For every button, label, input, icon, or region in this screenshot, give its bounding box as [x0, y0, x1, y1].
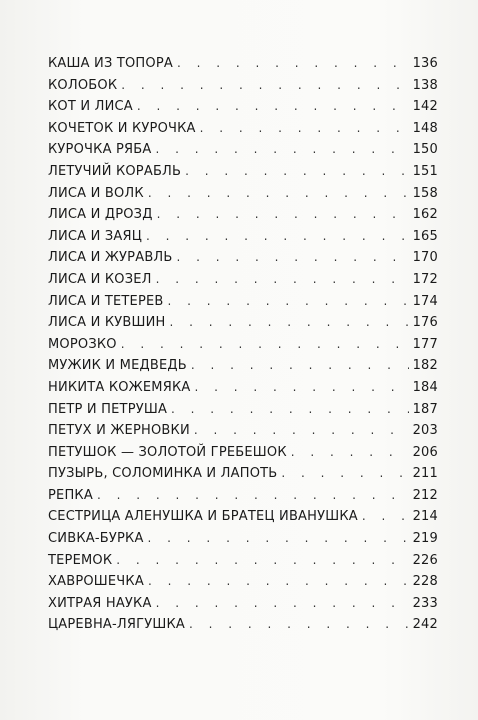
leader-dots: [200, 121, 409, 135]
leader-dots: [97, 488, 409, 502]
toc-entry: [48, 99, 438, 121]
toc-entry-title: КОЛОБОК: [48, 77, 118, 93]
toc-entry-page: 211: [412, 466, 438, 482]
toc-entry-title: ХИТРАЯ НАУКА: [48, 595, 152, 611]
toc-entry-page: 165: [412, 228, 438, 244]
toc-entry-title: ТЕРЕМОК: [48, 552, 113, 568]
leader-dots: [177, 56, 409, 70]
toc-entry-page: 151: [412, 163, 438, 179]
toc-entry-page: 148: [412, 120, 438, 136]
toc-entry-title: КОЧЕТОК И КУРОЧКА: [48, 120, 196, 136]
toc-entry: [48, 466, 438, 488]
toc-entry-title: ЛЕТУЧИЙ КОРАБЛЬ: [48, 163, 182, 179]
toc-entry: [48, 488, 438, 510]
toc-entry-title: ЛИСА И КУВШИН: [48, 315, 166, 331]
toc-entry: [48, 294, 438, 316]
toc-entry: [48, 596, 438, 618]
leader-dots: [156, 272, 409, 286]
toc-entry: [48, 509, 438, 531]
toc-entry-page: 176: [412, 315, 438, 331]
toc-entry-page: 158: [412, 185, 438, 201]
toc-entry-page: 219: [412, 531, 438, 547]
toc-entry: [48, 121, 438, 143]
toc-entry-page: 177: [412, 336, 438, 352]
leader-dots: [281, 466, 408, 480]
toc-entry-page: 136: [412, 56, 438, 71]
toc-entry-title: ЛИСА И ВОЛК: [48, 185, 144, 201]
toc-entry-page: 214: [412, 509, 438, 525]
leader-dots: [177, 250, 409, 264]
toc-entry-title: КУРОЧКА РЯБА: [48, 142, 152, 158]
toc-entry-title: ЛИСА И КОЗЕЛ: [48, 271, 152, 287]
toc-entry: [48, 186, 438, 208]
toc-entry-page: 184: [412, 379, 438, 395]
toc-entry: [48, 142, 438, 164]
toc-entry: [48, 229, 438, 251]
toc-entry: [48, 553, 438, 575]
leader-dots: [148, 574, 409, 588]
toc-entry-title: РЕПКА: [48, 487, 93, 503]
toc-entry-page: 226: [412, 552, 438, 568]
toc-entry-title: ЛИСА И ДРОЗД: [48, 207, 153, 223]
toc-entry-title: СИВКА-БУРКА: [48, 531, 144, 547]
toc-entry-title: КОТ И ЛИСА: [48, 99, 133, 115]
toc-entry-page: 187: [412, 401, 438, 417]
toc-entry: [48, 272, 438, 294]
toc-entry-page: 172: [412, 271, 438, 287]
toc-entry: [48, 617, 438, 639]
toc-entry-title: ЛИСА И ТЕТЕРЕВ: [48, 293, 164, 309]
leader-dots: [121, 337, 409, 351]
toc-entry: [48, 423, 438, 445]
toc-entry: [48, 56, 438, 78]
leader-dots: [291, 445, 409, 459]
toc-entry-page: 182: [412, 358, 438, 374]
leader-dots: [155, 142, 408, 156]
toc-entry-page: 206: [412, 444, 438, 460]
toc-entry-title: ПЕТУШОК — ЗОЛОТОЙ ГРЕБЕШОК: [48, 444, 287, 460]
leader-dots: [189, 617, 409, 631]
leader-dots: [146, 229, 409, 243]
leader-dots: [194, 380, 408, 394]
toc-entry-page: 138: [412, 77, 438, 93]
leader-dots: [191, 358, 409, 372]
toc-entry: [48, 78, 438, 100]
toc-entry-title: ПУЗЫРЬ, СОЛОМИНКА И ЛАПОТЬ: [48, 466, 278, 482]
toc-entry: [48, 574, 438, 596]
toc-entry-title: КАША ИЗ ТОПОРА: [48, 56, 173, 71]
toc-entry-title: СЕСТРИЦА АЛЕНУШКА И БРАТЕЦ ИВАНУШКА: [48, 509, 358, 525]
toc-entry-title: ЦАРЕВНА-ЛЯГУШКА: [48, 617, 185, 633]
toc-entry-page: 174: [412, 293, 438, 309]
leader-dots: [137, 99, 409, 113]
toc-entry-title: МОРОЗКО: [48, 336, 117, 352]
leader-dots: [170, 315, 409, 329]
leader-dots: [148, 531, 409, 545]
leader-dots: [194, 423, 409, 437]
toc-entry-title: ЛИСА И ЖУРАВЛЬ: [48, 250, 173, 266]
toc-entry-title: НИКИТА КОЖЕМЯКА: [48, 379, 191, 395]
toc-entry-page: 228: [412, 574, 438, 590]
leader-dots: [168, 294, 409, 308]
toc-entry-title: ХАВРОШЕЧКА: [48, 574, 144, 590]
toc-entry: [48, 402, 438, 424]
toc-entry-page: 170: [412, 250, 438, 266]
toc-entry-page: 212: [412, 487, 438, 503]
toc-entry-title: ПЕТУХ И ЖЕРНОВКИ: [48, 423, 190, 439]
toc-entry: [48, 358, 438, 380]
toc-entry-page: 233: [412, 595, 438, 611]
leader-dots: [362, 509, 409, 523]
toc-entry-page: 203: [412, 423, 438, 439]
toc-entry-page: 150: [412, 142, 438, 158]
leader-dots: [185, 164, 408, 178]
toc-entry: [48, 337, 438, 359]
leader-dots: [148, 186, 409, 200]
table-of-contents: [48, 56, 438, 639]
leader-dots: [156, 596, 409, 610]
toc-entry-page: 162: [412, 207, 438, 223]
toc-entry: [48, 380, 438, 402]
toc-entry: [48, 445, 438, 467]
leader-dots: [171, 402, 409, 416]
leader-dots: [121, 78, 408, 92]
toc-entry-title: ПЕТР И ПЕТРУША: [48, 401, 168, 417]
toc-entry-title: ЛИСА И ЗАЯЦ: [48, 228, 143, 244]
toc-entry: [48, 531, 438, 553]
toc-entry: [48, 164, 438, 186]
toc-entry: [48, 315, 438, 337]
leader-dots: [157, 207, 409, 221]
toc-entry-title: МУЖИК И МЕДВЕДЬ: [48, 358, 187, 374]
leader-dots: [116, 553, 408, 567]
toc-entry: [48, 250, 438, 272]
toc-entry-page: 242: [412, 617, 438, 633]
toc-entry-page: 142: [412, 99, 438, 115]
toc-entry: [48, 207, 438, 229]
